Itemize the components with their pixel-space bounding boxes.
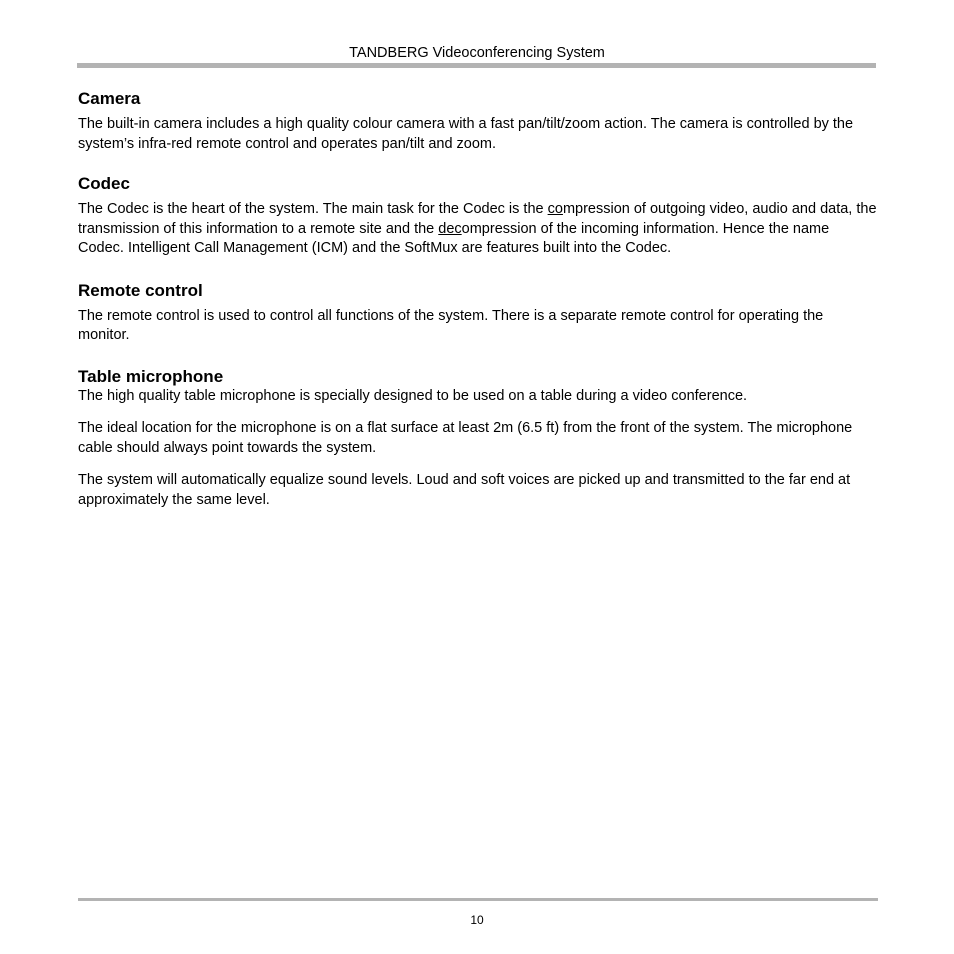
section-codec bbox=[78, 173, 878, 259]
section-heading-codec: Codec bbox=[78, 174, 130, 193]
codec-text-part2: mpression of outgoing video, audio and data, the transmission of this information to a remote site and the bbox=[78, 201, 877, 237]
microphone-paragraph: The ideal location for the microphone is on a flat surface at least 2m (6.5 ft) from the front of the system. The microphone cable should always point towards the system. bbox=[78, 420, 853, 456]
page-header: TANDBERG Videoconferencing System bbox=[349, 45, 605, 61]
camera-paragraph: The built-in camera includes a high quality colour camera with a fast pan/tilt/zoom action. The camera is controlled by the system’s infra-red remote control and operates pan/tilt and zoom. bbox=[78, 116, 854, 152]
page-content bbox=[78, 88, 878, 510]
section-remote-control bbox=[78, 280, 878, 346]
header-rule bbox=[77, 63, 876, 68]
page-number: 10 bbox=[470, 913, 484, 927]
codec-paragraph bbox=[78, 200, 878, 259]
section-heading-table-microphone: Table microphone bbox=[78, 366, 224, 386]
footer-rule bbox=[78, 898, 878, 901]
section-heading-remote-control: Remote control bbox=[78, 280, 203, 300]
section-table-microphone bbox=[78, 366, 878, 511]
microphone-paragraph: The system will automatically equalize sound levels. Loud and soft voices are picked up and transmitted to the far end at approximately the same level. bbox=[78, 472, 851, 508]
section-heading-camera: Camera bbox=[78, 89, 141, 108]
codec-text-part3: ompression of the incoming information. Hence the name Codec. Intelligent Call Management (ICM) and the SoftMux are features built into the Codec. bbox=[78, 220, 830, 256]
codec-underline-co: co bbox=[547, 201, 563, 217]
microphone-paragraph: The high quality table microphone is specially designed to be used on a table during a video conference. bbox=[78, 387, 748, 404]
codec-underline-dec: dec bbox=[438, 220, 462, 237]
section-camera bbox=[78, 88, 878, 154]
codec-text-part1: The Codec is the heart of the system. The main task for the Codec is the bbox=[78, 201, 548, 217]
remote-control-paragraph: The remote control is used to control all functions of the system. There is a separate remote control for operating the monitor. bbox=[78, 307, 824, 343]
